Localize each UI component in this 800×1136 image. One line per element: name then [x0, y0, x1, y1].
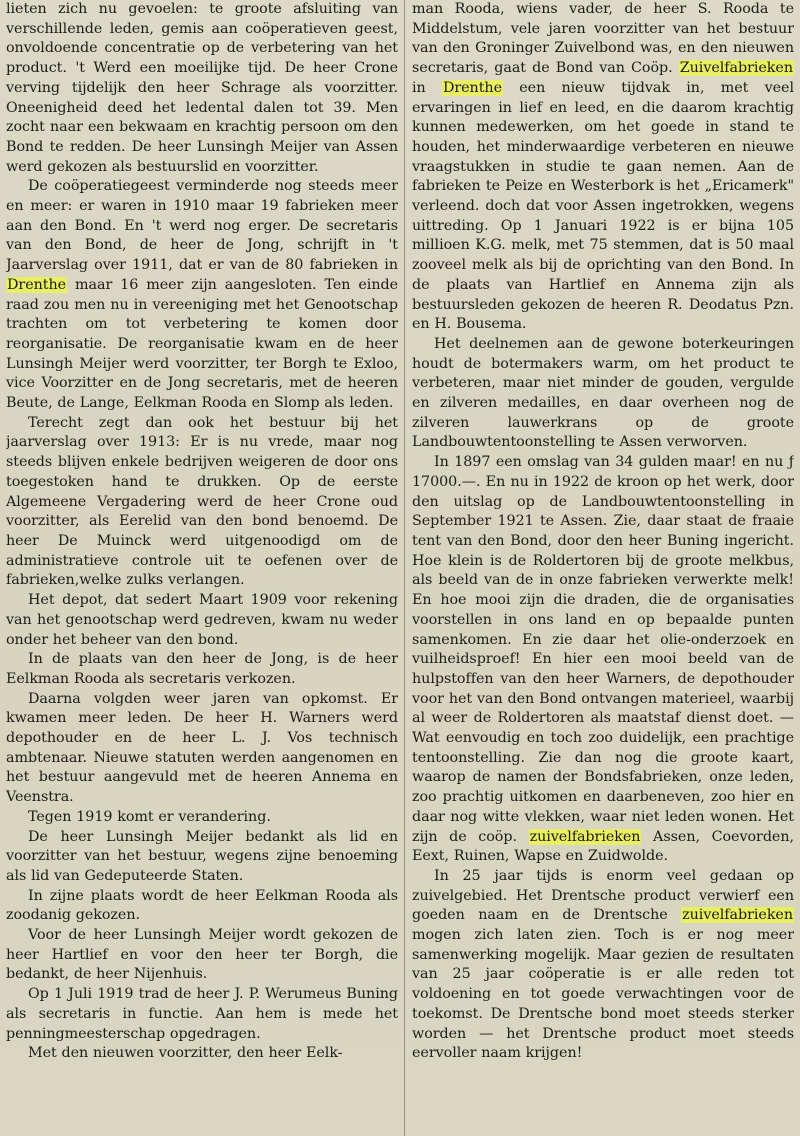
- paragraph-text: De heer Lunsingh Meijer bedankt als lid en voorzitter van het bestuur, wegens zijne benoeming als lid van Gedeputeerde Staten.: [6, 828, 398, 884]
- article-paragraph: [412, 453, 794, 867]
- paragraph-text: man Rooda, wiens vader, de heer S. Rooda te Middelstum, vele jaren voorzitter van het bestuur van den Groninger Zuivelbond was, en den nieuwen secretaris, gaat de Bond van Coöp.: [412, 1, 794, 77]
- paragraph-text: maar 16 meer zijn aangesloten. Ten einde raad zou men nu in vereeniging met het Genootschap trachten om tot verbetering te komen door reorganisatie. De reorganisatie kwam en de heer Lunsingh Meijer werd voorzitter, ter Borgh te Exloo, vice Voorzitter en de Jong secretaris, met de heeren Beute, de Lange, Eelkman Rooda en Slomp als leden.: [6, 276, 398, 412]
- article-paragraph: [6, 808, 398, 828]
- highlighted-term: Drenthe: [442, 79, 502, 96]
- paragraph-text: In zijne plaats wordt de heer Eelkman Rooda als zoodanig gekozen.: [6, 887, 398, 924]
- article-paragraph: [412, 867, 794, 1064]
- column-divider: [404, 0, 405, 1136]
- paragraph-text: In de plaats van den heer de Jong, is de heer Eelkman Rooda als secretaris verkozen.: [6, 651, 398, 687]
- article-paragraph: [412, 0, 794, 335]
- paragraph-text: In 25 jaar tijds is enorm veel gedaan op zuivelgebied. Het Drentsche product verwierf een goeden naam en de Drentsche: [412, 867, 794, 924]
- paragraph-text: De coöperatiegeest verminderde nog steeds meer en meer: er waren in 1910 maar 19 fabrieken meer aan den Bond. En 't werd nog erger. De secretaris van den Bond, de heer de Jong, schrijft in 't Jaarverslag over 1911, dat er van de 80 fabrieken in: [6, 178, 398, 274]
- paragraph-text: een nieuw tijdvak in, met veel ervaringen in lief en leed, en die daarom krachtig kunnen medewerken, om het goede in stand te houden, het minderwaardige verbeteren en nieuwe vraagstukken in studie te gaan nemen. Aan de fabrieken te Peize en Westerbork is het „Ericamerk" verleend. doch dat voor Assen ingetrokken, wegens uittreding. Op 1 Januari 1922 is er bijna 105 millioen K.G. melk, met 75 stemmen, dat is 50 maal zooveel melk als bij de oprichting van den Bond. In de plaats van Hartlief en Annema zijn als bestuursleden gekozen de heeren R. Deodatus Pzn. en H. Bousema.: [412, 79, 794, 333]
- paragraph-text: Het deelnemen aan de gewone boterkeuringen houdt de botermakers warm, om het product te verbeteren, maar niet minder de gouden, vergulde en zilveren medailles, en daar overheen nog de zilveren lauwerkrans op de groote Landbouwtentoonstelling te Assen verworven.: [412, 335, 794, 451]
- paragraph-text: Voor de heer Lunsingh Meijer wordt gekozen de heer Hartlief en voor den heer ter Borgh, die bedankt, de heer Nijenhuis.: [6, 927, 398, 983]
- paragraph-text: mogen zich laten zien. Toch is er nog meer samenwerking mogelijk. Maar gezien de resultaten van 25 jaar coöperatie is er alle reden tot voldoening en tot goede verwachtingen voor de toekomst. De Drentsche bond moet steeds sterker worden — het Drentsche product moet steeds eervoller naam krijgen!: [412, 927, 794, 1062]
- article-paragraph: [6, 926, 398, 985]
- paragraph-text: lieten zich nu gevoelen: te groote afsluiting van verschillende leden, gemis aan coöperatieven geest, onvoldoende concentratie op de verbetering van het product. 't Werd een moeilijke tijd. De heer Crone verving tijdelijk den heer Schrage als voorzitter. Oneenigheid deed het ledental dalen tot 39. Men zocht naar een bekwaam en krachtig persoon om den Bond te redden. De heer Lunsingh Meijer van Assen werd gekozen als bestuurslid en voorzitter.: [6, 1, 398, 175]
- article-paragraph: [412, 335, 794, 453]
- article-paragraph: [6, 985, 398, 1044]
- article-paragraph: [6, 0, 398, 177]
- article-paragraph: [6, 650, 398, 689]
- paragraph-text: Daarna volgden weer jaren van opkomst. Er kwamen meer leden. De heer H. Warners werd depothouder en de heer L. J. Vos technisch ambtenaar. Nieuwe statuten werden aangenomen en het bestuur aangevuld met de heeren Annema en Veenstra.: [6, 690, 398, 806]
- article-paragraph: [6, 1044, 398, 1064]
- paragraph-text: Met den nieuwen voorzitter, den heer Eelk-: [28, 1045, 343, 1062]
- article-paragraph: [6, 591, 398, 650]
- paragraph-text: Tegen 1919 komt er verandering.: [28, 808, 271, 825]
- paragraph-text: Het depot, dat sedert Maart 1909 voor rekening van het genootschap werd gedreven, kwam nu weder onder het beheer van den bond.: [6, 592, 398, 648]
- highlighted-term: zuivelfabrieken: [529, 828, 641, 845]
- article-paragraph: [6, 177, 398, 413]
- paragraph-text: in: [412, 79, 442, 96]
- highlighted-term: Drenthe: [7, 276, 67, 293]
- paragraph-text: Assen, Coevorden, Eext, Ruinen, Wapse en Zuidwolde.: [412, 828, 794, 865]
- column-left: [6, 0, 398, 1136]
- article-paragraph: [6, 828, 398, 887]
- paragraph-text: Op 1 Juli 1919 trad de heer J. P. Werumeus Buning als secretaris in functie. Aan hem is mede het penningmeesterschap opgedragen.: [6, 986, 398, 1042]
- highlighted-term: zuivelfabrieken: [682, 907, 793, 924]
- column-right: [412, 0, 794, 1136]
- article-paragraph: [6, 887, 398, 926]
- article-paragraph: [6, 414, 398, 591]
- highlighted-term: Zuivelfabrieken: [679, 60, 793, 77]
- paragraph-text: In 1897 een omslag van 34 gulden maar! en nu ƒ 17000.—. En nu in 1922 de kroon op het werk, door den uitslag op de Landbouwtentoonstelling in September 1921 te Assen. Zie, daar staat de fraaie tent van den Bond, door den heer Buning ingericht. Hoe klein is de Roldertoren bij de groote melkbus, als beeld van de in onze fabrieken verwerkte melk! En hoe mooi zijn die draden, die de organisaties voorstellen in ons land en op bepaalde punten samenkomen. En zie daar het olie-onderzoek en vuilheidsproef! En hier een mooi beeld van de hulpstoffen van den heer Warners, de depothouder voor het van den Bond ontvangen materieel, waarbij al weer de Roldertoren als maatstaf dienst doet. — Wat eenvoudig en toch zoo duidelijk, een prachtige tentoonstelling. Zie dan nog die groote kaart, waarop de namen der Bondsfabrieken, onze leden, zoo prachtig uitkomen en daarbeneven, zoo hier en daar nog witte vlekken, waar niet leden wonen. Het zijn de coöp.: [412, 454, 794, 845]
- paragraph-text: Terecht zegt dan ook het bestuur bij het jaarverslag over 1913: Er is nu vrede, maar nog steeds blijven enkele bedrijven weigeren de door ons toegestoken hand te drukken. Op de eerste Algemeene Vergadering werd de heer Crone oud voorzitter, als Eerelid van den bond benoemd. De heer De Muinck werd uitgenoodigd om de administratieve controle uit te oefenen over de fabrieken,welke zulks verlangen.: [6, 414, 398, 589]
- article-paragraph: [6, 690, 398, 808]
